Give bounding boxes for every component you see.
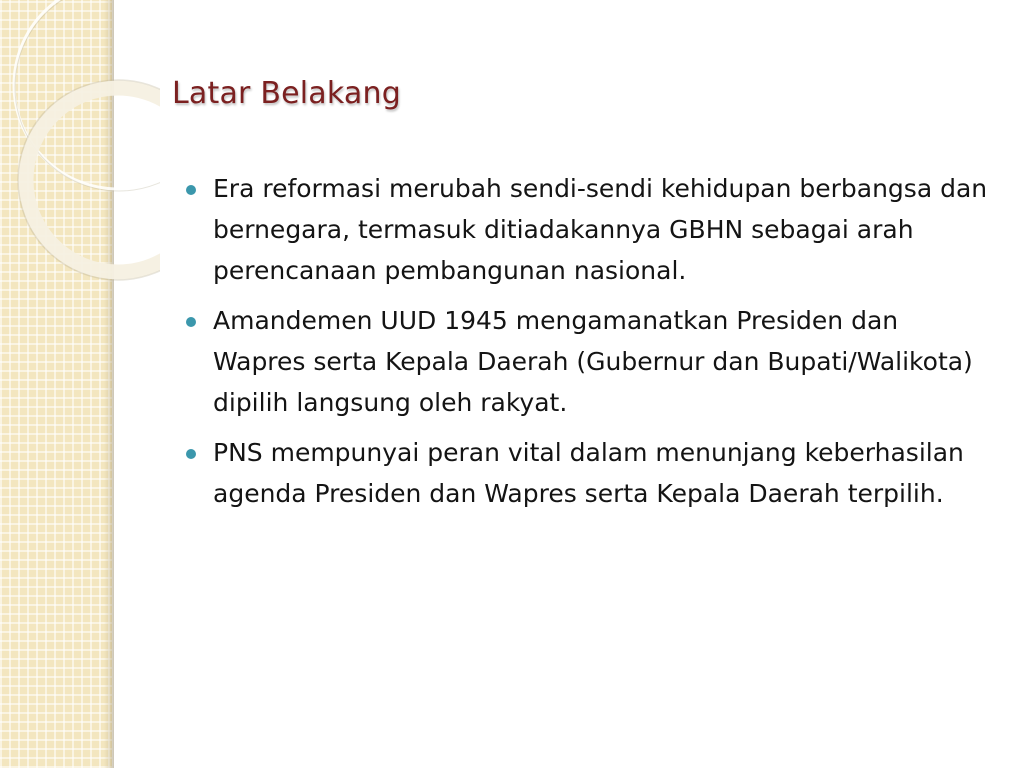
bullet-dot-icon <box>186 317 196 327</box>
bullet-dot-icon <box>186 449 196 459</box>
ring-lower <box>26 88 160 272</box>
ring-lower-shadow <box>18 80 160 280</box>
bullet-text: Amandemen UUD 1945 mengamanatkan Presiden dan Wapres serta Kepala Daerah (Gubernur dan Bupati/Walikota) dipilih langsung oleh rakyat. <box>213 306 973 417</box>
bullet-item <box>186 432 996 514</box>
bullet-dot-icon <box>186 185 196 195</box>
bullet-item <box>186 168 996 291</box>
bullet-list <box>186 168 996 523</box>
bullet-text: Era reformasi merubah sendi-sendi kehidupan berbangsa dan bernegara, termasuk ditiadakannya GBHN sebagai arah perencanaan pembangunan nasional. <box>213 174 988 285</box>
bullet-text: PNS mempunyai peran vital dalam menunjang keberhasilan agenda Presiden dan Wapres serta Kepala Daerah terpilih. <box>213 438 964 508</box>
slide-title: Latar Belakang <box>172 76 401 111</box>
decorative-rings <box>0 0 160 300</box>
bullet-item <box>186 300 996 423</box>
